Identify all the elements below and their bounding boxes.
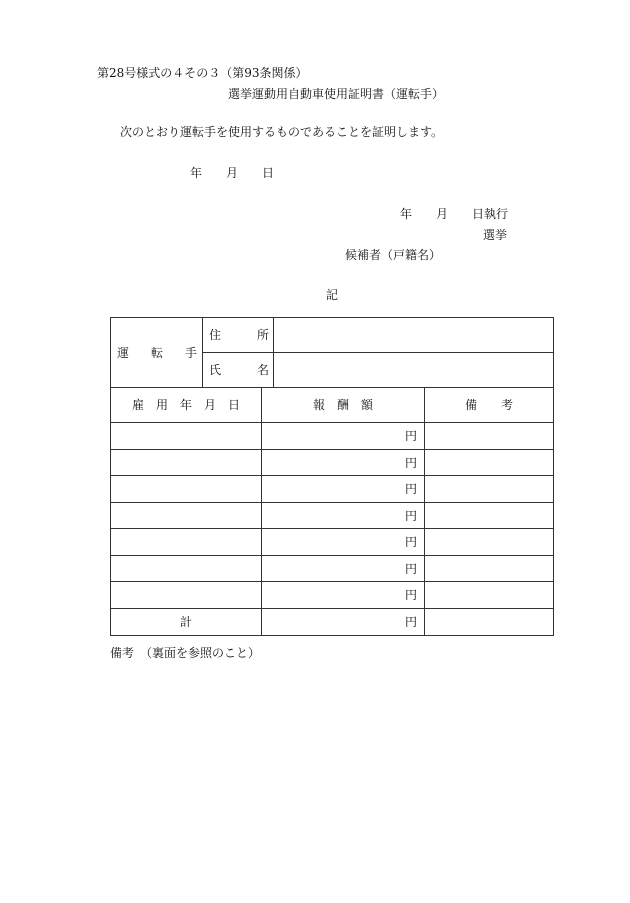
- remarks-cell: [424, 502, 554, 529]
- election-date: 年 月 日執行: [400, 207, 509, 221]
- election-name-label: 選挙: [483, 228, 508, 242]
- remarks-cell: [424, 581, 554, 609]
- yen-unit: 円: [404, 482, 417, 496]
- table-total-row: [110, 608, 554, 636]
- table-row: [110, 528, 554, 556]
- employment-date-cell: [110, 449, 262, 476]
- table-header-row: [110, 387, 554, 423]
- remuneration-cell: [261, 528, 425, 556]
- employment-date-cell: [110, 502, 262, 529]
- yen-unit: 円: [404, 429, 417, 443]
- employment-date-cell: [110, 422, 262, 450]
- employment-date-cell: [110, 555, 262, 582]
- total-remarks-cell: [424, 608, 554, 636]
- remuneration-header: 報 酬 額: [261, 387, 425, 423]
- table-row: [110, 581, 554, 609]
- remarks-cell: [424, 449, 554, 476]
- yen-unit: 円: [404, 615, 417, 629]
- remuneration-cell: [261, 581, 425, 609]
- yen-unit: 円: [404, 508, 417, 523]
- employment-date-cell: [110, 475, 262, 503]
- yen-unit: 円: [404, 588, 417, 602]
- table-row: [110, 449, 554, 476]
- certification-statement: 次のとおり運転手を使用するものであることを証明します。: [120, 125, 444, 139]
- remuneration-cell: [261, 449, 425, 476]
- form-number: 第28号様式の４その３（第93条関係）: [97, 66, 308, 80]
- remarks-cell: [424, 475, 554, 503]
- yen-unit: 円: [404, 455, 417, 470]
- candidate-label: 候補者（戸籍名）: [345, 248, 442, 262]
- name-label-cell: 氏 名: [202, 352, 274, 388]
- name-value-cell: [273, 352, 554, 388]
- employment-date-cell: [110, 528, 262, 556]
- employment-date-cell: [110, 581, 262, 609]
- employment-date-header: 雇 用 年 月 日: [110, 387, 262, 423]
- yen-unit: 円: [404, 561, 417, 576]
- remarks-header: 備 考: [424, 387, 554, 423]
- address-label-cell: 住 所: [202, 317, 274, 353]
- remuneration-cell: [261, 555, 425, 582]
- remuneration-cell: [261, 475, 425, 503]
- remarks-cell: [424, 422, 554, 450]
- document-title: 選挙運動用自動車使用証明書（運転手）: [228, 87, 445, 101]
- table-row: [110, 422, 554, 450]
- remuneration-cell: [261, 502, 425, 529]
- remarks-cell: [424, 555, 554, 582]
- table-row: [110, 475, 554, 503]
- remarks-cell: [424, 528, 554, 556]
- total-remuneration-cell: [261, 608, 425, 636]
- table-row: [110, 502, 554, 529]
- driver-label-cell: 運 転 手: [110, 317, 203, 388]
- remuneration-cell: [261, 422, 425, 450]
- footnote: 備考 （裏面を参照のこと）: [110, 646, 261, 660]
- table-row: [110, 555, 554, 582]
- address-value-cell: [273, 317, 554, 353]
- total-label: 計: [110, 608, 262, 636]
- certification-date: 年 月 日: [190, 166, 275, 180]
- yen-unit: 円: [404, 535, 417, 549]
- ki-marker: 記: [326, 288, 339, 302]
